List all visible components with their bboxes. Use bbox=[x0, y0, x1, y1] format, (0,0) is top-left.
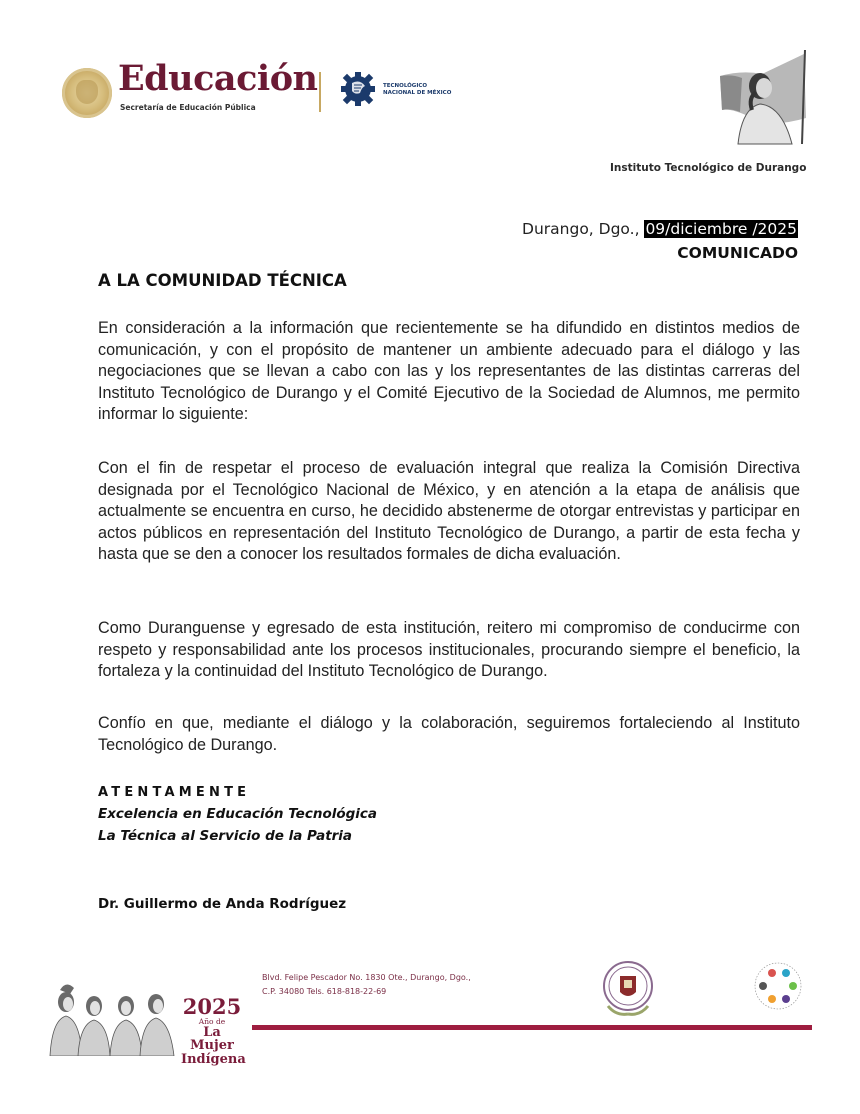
date-text-highlighted: 09/diciembre /2025 bbox=[645, 220, 797, 238]
itd-shield-seal-icon bbox=[598, 958, 658, 1022]
tecnm-line-1: TECNOLÓGICO bbox=[383, 83, 428, 89]
year-of-indigenous-woman-badge bbox=[181, 994, 246, 1067]
footer-address bbox=[262, 971, 471, 999]
year-subtitle: Año de bbox=[198, 1017, 226, 1026]
institute-label: Instituto Tecnológico de Durango bbox=[610, 162, 807, 174]
signer-name: Dr. Guillermo de Anda Rodríguez bbox=[98, 896, 347, 912]
tecnm-line-2: NACIONAL DE MÉXICO bbox=[383, 90, 452, 97]
closing: ATENTAMENTE bbox=[98, 785, 251, 800]
body-paragraph-4: Confío en que, mediante el diálogo y la colaboración, seguiremos fortaleciendo al Instituto Tecnológico de Durango. bbox=[98, 714, 800, 754]
year-number: 2025 bbox=[182, 994, 242, 1019]
address-line-1: Blvd. Felipe Pescador No. 1830 Ote., Durango, Dgo., bbox=[262, 973, 471, 982]
footer-maroon-rule bbox=[252, 1025, 812, 1030]
year-line-1: La Mujer bbox=[190, 1024, 234, 1054]
body-paragraph-3: Como Duranguense y egresado de esta institución, reitero mi compromiso de conducirme con respeto y responsabilidad ante los procesos institucionales, procurando siempre el beneficio, la fortaleza y la continuidad del Instituto Tecnológico de Durango. bbox=[98, 619, 800, 680]
tecnm-wordmark bbox=[383, 83, 451, 98]
motto-line-2: La Técnica al Servicio de la Patria bbox=[98, 828, 353, 844]
date-line bbox=[522, 220, 798, 238]
body-paragraph-2: Con el fin de respetar el proceso de evaluación integral que realiza la Comisión Directiva designada por el Tecnológico Nacional de México, y en atención a la etapa de análisis que actualmente se encuentra en curso, he decidido abstenerme de otorgar entrevistas y participar en actos públicos en representación del Instituto Tecnológico de Durango, a partir de esta fecha y hasta que se den a conocer los resultados formales de dicha evaluación. bbox=[98, 459, 800, 563]
woman-with-flag-illustration bbox=[712, 48, 812, 148]
addressee-heading: A LA COMUNIDAD TÉCNICA bbox=[98, 271, 347, 290]
indigenous-women-illustration bbox=[48, 980, 178, 1056]
sep-brand-subtitle: Secretaría de Educación Pública bbox=[120, 103, 256, 112]
tecnm-gear-logo-icon bbox=[340, 71, 376, 107]
logo-divider bbox=[319, 72, 321, 112]
address-line-2: C.P. 34080 Tels. 618-818-22-69 bbox=[262, 987, 387, 996]
gender-equity-seal-icon bbox=[748, 960, 808, 1012]
motto-line-1: Excelencia en Educación Tecnológica bbox=[98, 806, 378, 822]
place-text: Durango, Dgo., bbox=[522, 220, 645, 238]
year-line-2: Indígena bbox=[181, 1051, 246, 1067]
sep-brand-title: Educación bbox=[118, 58, 318, 99]
document-type: COMUNICADO bbox=[677, 244, 798, 262]
mexican-coat-of-arms-icon bbox=[62, 68, 112, 118]
body-paragraph-1: En consideración a la información que recientemente se ha difundido en distintos medios de comunicación, y con el propósito de mantener un ambiente adecuado para el diálogo y las negociaciones que se llevan a cabo con las y los representantes de las distintas carreras del Instituto Tecnológico de Durango y el Comité Ejecutivo de la Sociedad de Alumnos, me permito informar lo siguiente: bbox=[98, 319, 800, 423]
